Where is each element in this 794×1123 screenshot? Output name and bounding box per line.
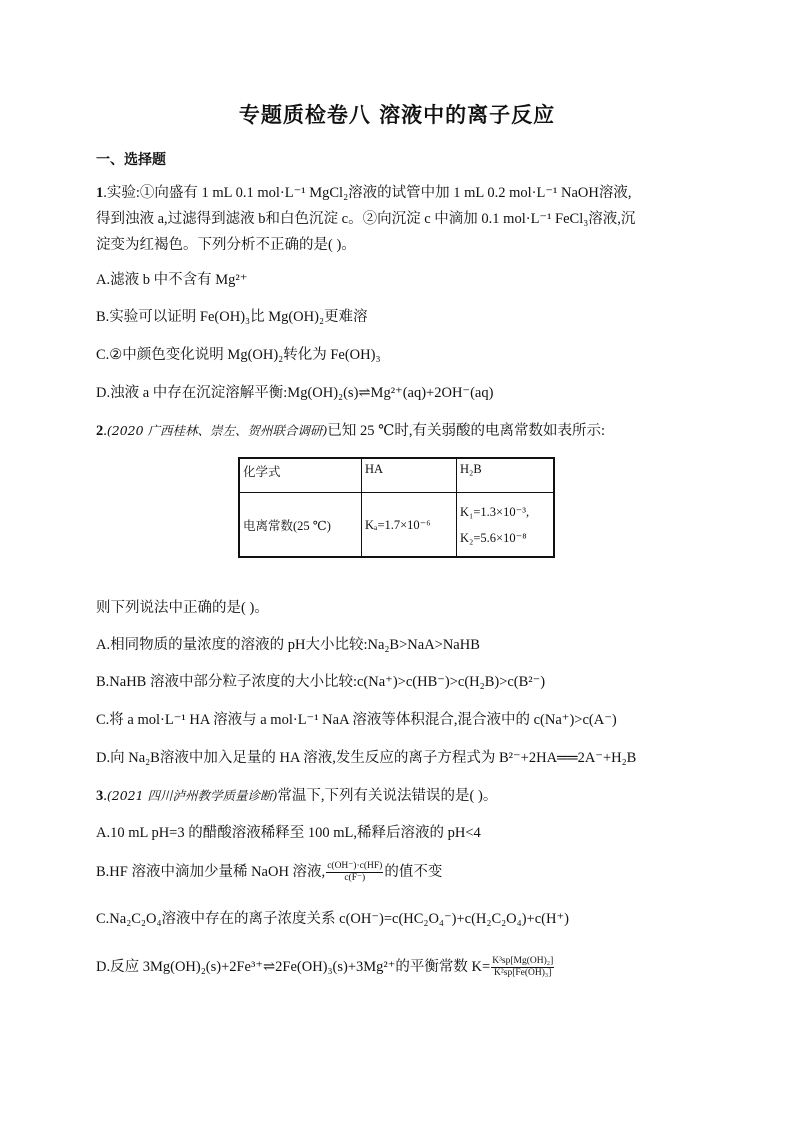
question-3-option-d [96,956,555,979]
question-source: (2020 广西桂林、崇左、贺州联合调研) [106,423,328,438]
question-2-option-a: A.相同物质的量浓度的溶液的 pH大小比较:Na₂B>NaA>NaHB [96,637,480,653]
table-cell [457,493,555,558]
question-2-option-d: D.向 Na₂B溶液中加入足量的 HA 溶液,发生反应的离子方程式为 B²⁻+2HA══2A⁻+H₂B [96,750,637,766]
option-text: B.HF 溶液中滴加少量稀 NaOH 溶液, [96,863,326,880]
fraction-denominator: K²sp[Fe(OH)₃] [494,968,552,978]
question-text: 常温下,下列有关说法错误的是( )。 [277,788,498,804]
question-3-option-b [96,861,442,884]
k2-value: K₂=5.6×10⁻⁸ [460,530,527,545]
question-2-option-c: C.将 a mol·L⁻¹ HA 溶液与 a mol·L⁻¹ NaA 溶液等体积混合,混合液中的 c(Na⁺)>c(A⁻) [96,712,617,728]
fraction-numerator: K³sp[Mg(OH)₂] [492,956,554,966]
table-cell: 化学式 [239,458,362,493]
question-number: 3 [96,788,104,804]
question-1-stem-line-1 [96,183,631,203]
question-text: .实验:①向盛有 1 mL 0.1 mol·L⁻¹ MgCl₂溶液的试管中加 1 mL 0.2 mol·L⁻¹ NaOH溶液, [103,185,632,201]
question-2-stem: 2.(2020 广西桂林、崇左、贺州联合调研)已知 25 ℃时,有关弱酸的电离常数如表所示: [96,423,606,439]
question-number: 2 [96,423,104,439]
fraction-numerator: c(OH⁻)·c(HF) [327,861,383,871]
table-cell: HA [362,458,457,493]
question-3-stem: 3.(2021 四川泸州教学质量诊断)常温下,下列有关说法错误的是( )。 [96,788,498,804]
table-cell: H₂B [457,458,555,493]
option-text: D.反应 3Mg(OH)₂(s)+2Fe³⁺⇌2Fe(OH)₃(s)+3Mg²⁺的平衡常数 K= [96,958,491,975]
question-3-option-c: C.Na₂C₂O₄溶液中存在的离子浓度关系 c(OH⁻)=c(HC₂O₄⁻)+c(H₂C₂O₄)+c(H⁺) [96,911,569,927]
question-1-option-a: A.滤液 b 中不含有 Mg²⁺ [96,272,248,288]
k1-value: K₁=1.3×10⁻³, [460,504,530,519]
question-3-option-a: A.10 mL pH=3 的醋酸溶液稀释至 100 mL,稀释后溶液的 pH<4 [96,825,481,841]
equilibrium-constant-fraction [491,956,554,979]
question-1-option-d: D.浊液 a 中存在沉淀溶解平衡:Mg(OH)₂(s)⇌Mg²⁺(aq)+2OH⁻(aq) [96,385,494,401]
table-cell: 电离常数(25 ℃) [239,493,362,558]
question-1-option-b: B.实验可以证明 Fe(OH)₃比 Mg(OH)₂更难溶 [96,309,368,325]
question-number: 1 [96,185,104,201]
table-header-row [239,458,554,493]
table-row [239,493,554,558]
fraction-denominator: c(F⁻) [344,873,366,883]
question-text: 已知 25 ℃时,有关弱酸的电离常数如表所示: [327,423,606,439]
fraction [326,861,383,884]
option-text: 的值不变 [384,863,443,880]
page-title: 专题质检卷八 溶液中的离子反应 [238,103,556,127]
ionization-constant-table [238,457,555,558]
question-source: (2021 四川泸州教学质量诊断) [106,788,278,803]
question-1-option-c: C.②中颜色变化说明 Mg(OH)₂转化为 Fe(OH)₃ [96,347,381,363]
question-1-stem-line-3: 淀变为红褐色。下列分析不正确的是( )。 [96,237,356,253]
question-2-option-b: B.NaHB 溶液中部分粒子浓度的大小比较:c(Na⁺)>c(HB⁻)>c(H₂B)>c(B²⁻) [96,674,546,690]
question-2-ask: 则下列说法中正确的是( )。 [96,600,269,616]
question-1-stem-line-2: 得到浊液 a,过滤得到滤液 b和白色沉淀 c。②向沉淀 c 中滴加 0.1 mol·L⁻¹ FeCl₃溶液,沉 [96,211,636,227]
table-cell: Kₐ=1.7×10⁻⁶ [362,493,457,558]
section-heading: 一、选择题 [96,152,166,168]
